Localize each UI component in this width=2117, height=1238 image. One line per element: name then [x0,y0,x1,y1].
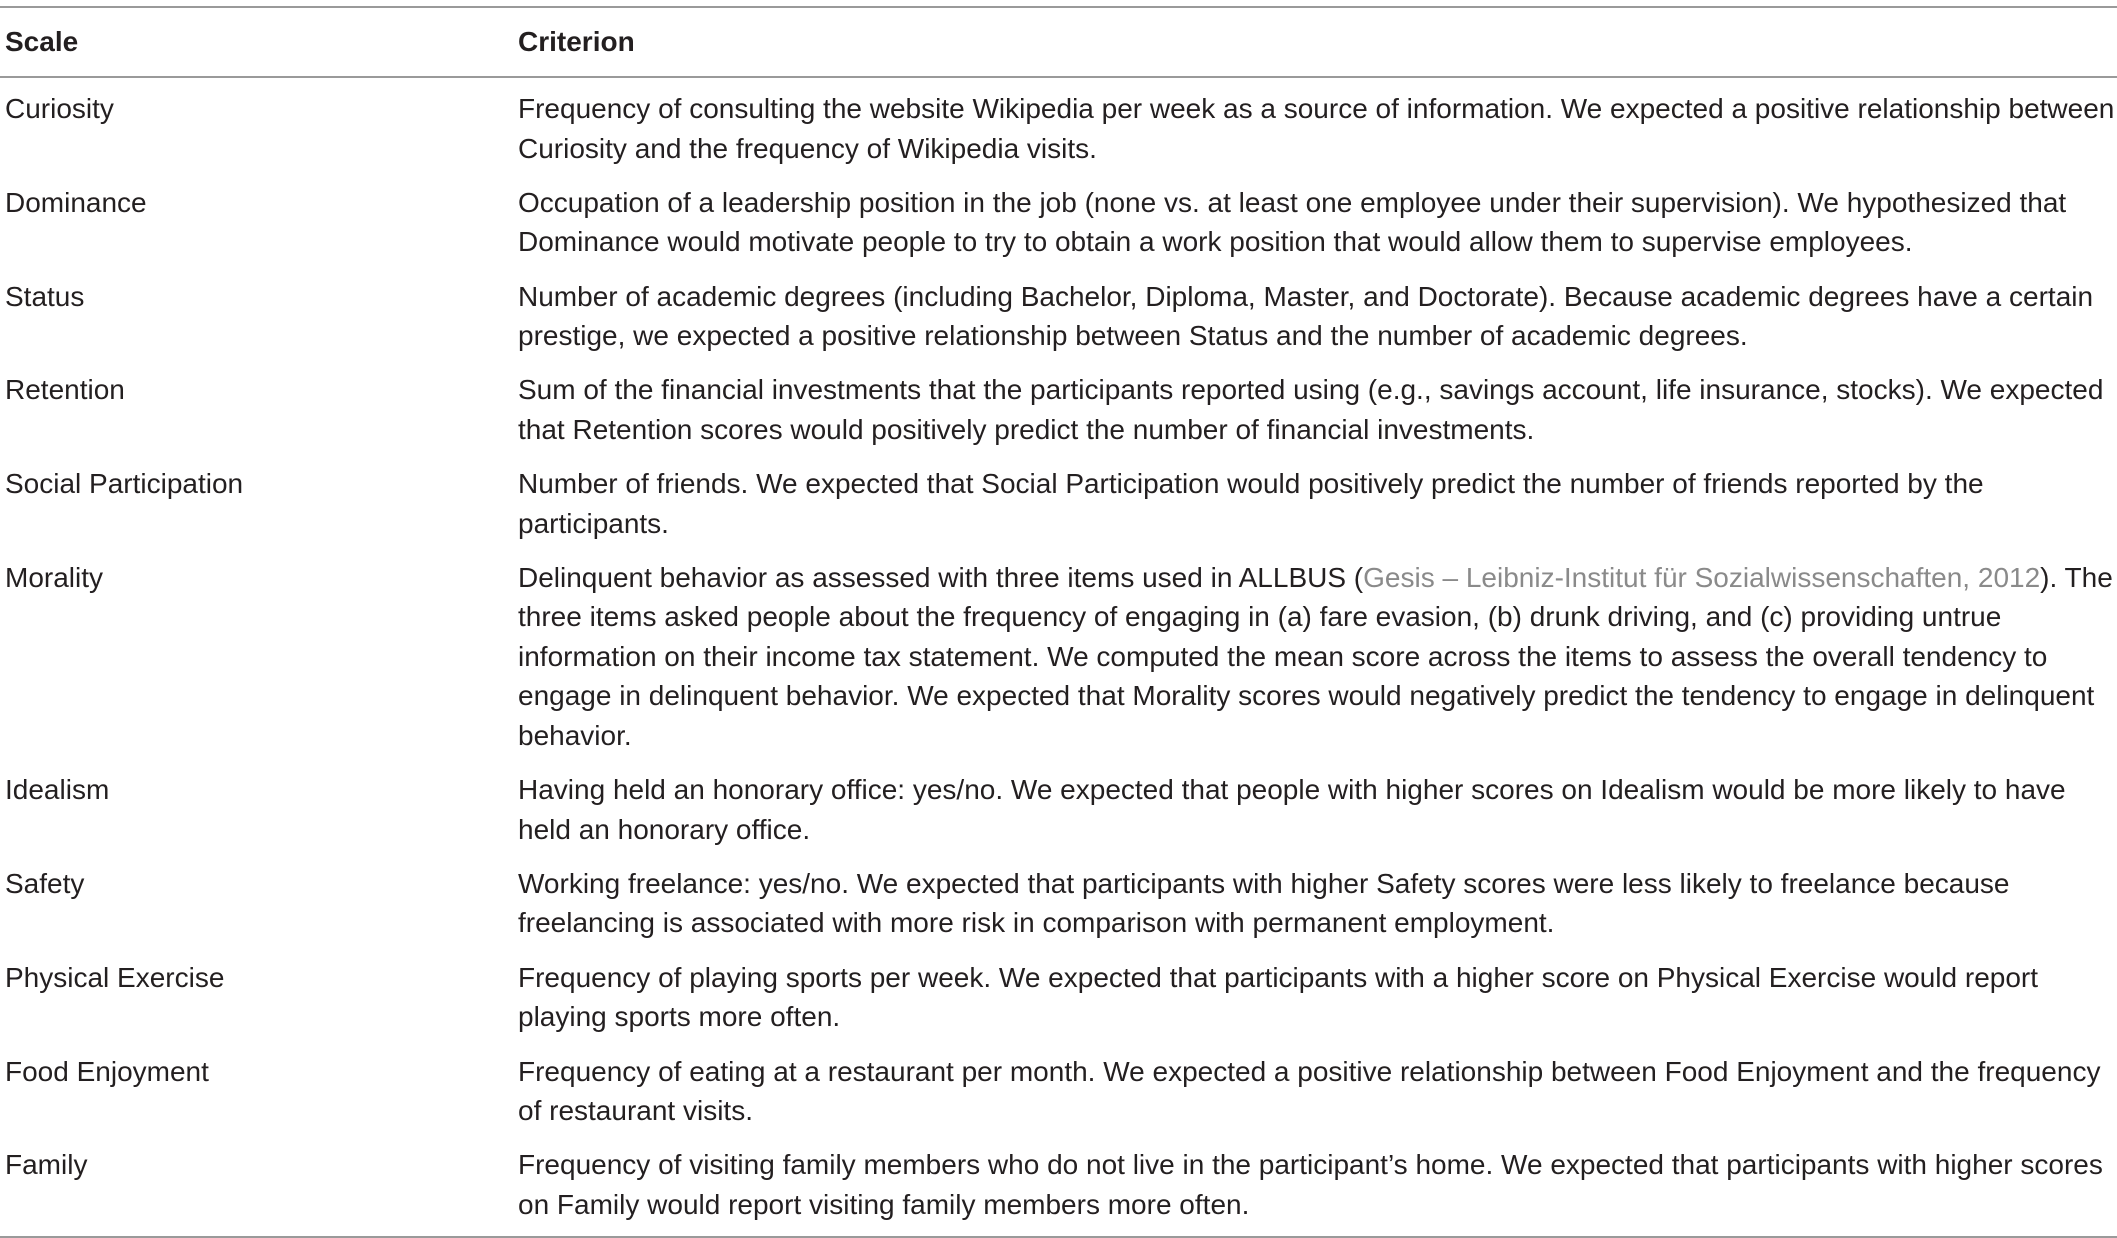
criterion-cell [516,551,2117,763]
column-header-criterion: Criterion [516,7,2117,77]
table-row [0,763,2117,857]
table-row [0,269,2117,363]
criterion-cell: Sum of the financial investments that the participants reported using (e.g., savings account, life insurance, stocks). We expected that Retention scores would positively predict the number of financial investments. [518,374,2104,445]
criteria-table-container [0,6,2117,1238]
table-body [0,77,2117,1237]
criterion-cell: Frequency of visiting family members who do not live in the participant’s home. We expected that participants with higher scores on Family would report visiting family members more often. [518,1149,2103,1220]
criterion-cell: Number of friends. We expected that Social Participation would positively predict the number of friends reported by the participants. [518,468,1984,539]
header-row [0,7,2117,77]
table-row [0,1044,2117,1138]
criterion-text-before: Delinquent behavior as assessed with three items used in ALLBUS ( [518,561,1364,593]
table-row [0,77,2117,175]
table-header [0,7,2117,77]
scale-cell: Physical Exercise [5,961,225,993]
scale-cell: Curiosity [5,93,114,124]
criterion-cell: Occupation of a leadership position in the job (none vs. at least one employee under their supervision). We hypothesized that Dominance would motivate people to try to obtain a work position that would allow them to supervise employees. [518,186,2067,258]
scale-cell: Dominance [5,186,147,218]
scale-cell: Social Participation [5,468,244,500]
scale-cell: Family [5,1149,88,1181]
scale-cell: Morality [5,561,104,593]
citation-link[interactable]: Gesis – Leibniz-Institut für Sozialwissenschaften, 2012 [1363,561,2041,593]
table-row [0,363,2117,457]
scale-cell: Retention [5,374,125,406]
scale-cell: Safety [5,867,85,899]
scale-cell: Food Enjoyment [5,1055,209,1087]
column-header-scale: Scale [0,7,516,77]
table-row [0,857,2117,951]
criterion-cell: Frequency of eating at a restaurant per month. We expected a positive relationship between Food Enjoyment and the frequency of restaurant visits. [518,1055,2101,1127]
criterion-cell: Having held an honorary office: yes/no. We expected that people with higher scores on Idealism would be more likely to have held an honorary office. [518,774,2066,845]
criterion-cell: Frequency of playing sports per week. We expected that participants with a higher score on Physical Exercise would report playing sports more often. [518,961,2039,1033]
table-row [0,551,2117,763]
table-row [0,1138,2117,1237]
criteria-table [0,6,2117,1238]
criterion-cell: Number of academic degrees (including Bachelor, Diploma, Master, and Doctorate). Because academic degrees have a certain prestige, we expected a positive relationship between Status and the number of academic degrees. [518,280,2094,352]
scale-cell: Idealism [5,774,110,806]
table-row [0,457,2117,551]
criterion-cell: Working freelance: yes/no. We expected that participants with higher Safety scores were less likely to freelance because freelancing is associated with more risk in comparison with permanent employment. [518,867,2010,939]
table-row [0,950,2117,1044]
table-row [0,175,2117,269]
criterion-cell: Frequency of consulting the website Wikipedia per week as a source of information. We expected a positive relationship between Curiosity and the frequency of Wikipedia visits. [518,93,2115,164]
scale-cell: Status [5,280,85,312]
criterion-text-after: ). The three items asked people about the frequency of engaging in (a) fare evasion, (b) drunk driving, and (c) providing untrue information on their income tax statement. We computed the mean score across the items to assess the overall tendency to engage in delinquent behavior. We expected that Morality scores would negatively predict the tendency to engage in delinquent behavior. [518,561,2113,751]
